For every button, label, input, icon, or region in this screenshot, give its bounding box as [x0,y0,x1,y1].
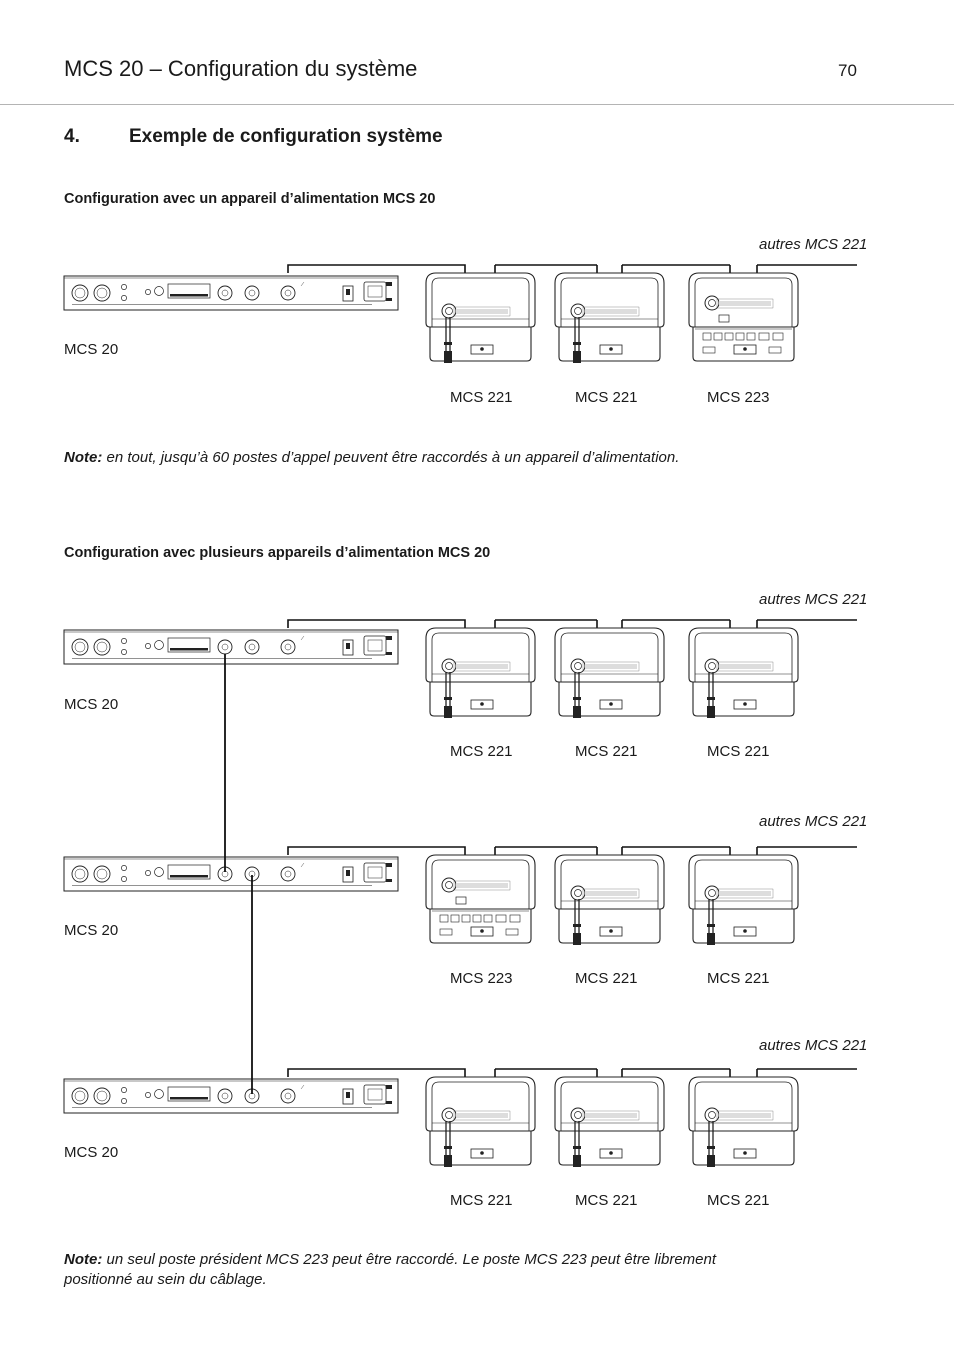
station-mcs223 [426,855,535,943]
section-title: Exemple de configuration système [129,126,443,147]
power-unit-panel [64,1079,398,1113]
station-label: MCS 221 [707,1192,770,1209]
station-mcs221 [555,855,664,945]
section-number: 4. [64,126,80,147]
cable-chain [288,1069,857,1077]
power-unit-panel [64,276,398,310]
station-label: MCS 221 [575,389,638,406]
cable-chain [288,265,857,273]
power-unit-panel [64,857,398,891]
station-label: MCS 221 [575,743,638,760]
chain-label: autres MCS 221 [759,813,868,830]
chain-label: autres MCS 221 [759,236,868,253]
station-mcs221 [555,628,664,718]
station-mcs221 [555,273,664,363]
station-label: MCS 223 [707,389,770,406]
power-unit-label: MCS 20 [64,922,119,939]
station-mcs221 [689,628,798,718]
station-mcs221 [426,628,535,718]
note-text: un seul poste président MCS 223 peut être raccordé. Le poste MCS 223 peut être librement positionné au sein du câblage. [64,1251,717,1288]
station-label: MCS 221 [707,743,770,760]
station-label: MCS 221 [575,1192,638,1209]
station-mcs221 [555,1077,664,1167]
power-unit-label: MCS 20 [64,696,119,713]
cable-chain [288,620,857,628]
page-number: 70 [838,61,857,80]
station-mcs223 [689,273,798,361]
chain-label: autres MCS 221 [759,1037,868,1054]
cable-chain [288,847,857,855]
subheading-multi: Configuration avec plusieurs appareils d’alimentation MCS 20 [64,545,491,561]
station-mcs221 [689,1077,798,1167]
station-label: MCS 221 [450,389,513,406]
power-unit-label: MCS 20 [64,341,119,358]
chain-label: autres MCS 221 [759,591,868,608]
note-prefix: Note: [64,449,103,466]
station-label: MCS 221 [450,1192,513,1209]
station-mcs221 [426,1077,535,1167]
station-label: MCS 221 [707,970,770,987]
power-unit-panel [64,630,398,664]
station-label: MCS 221 [575,970,638,987]
note-prefix: Note: [64,1251,103,1268]
power-unit-label: MCS 20 [64,1144,119,1161]
page-title: MCS 20 – Configuration du système [64,56,418,81]
station-mcs221 [426,273,535,363]
station-label: MCS 221 [450,743,513,760]
station-label: MCS 223 [450,970,513,987]
subheading-single: Configuration avec un appareil d’alimentation MCS 20 [64,191,436,207]
station-mcs221 [689,855,798,945]
note-text: en tout, jusqu’à 60 postes d’appel peuvent être raccordés à un appareil d’alimentation. [102,449,680,466]
